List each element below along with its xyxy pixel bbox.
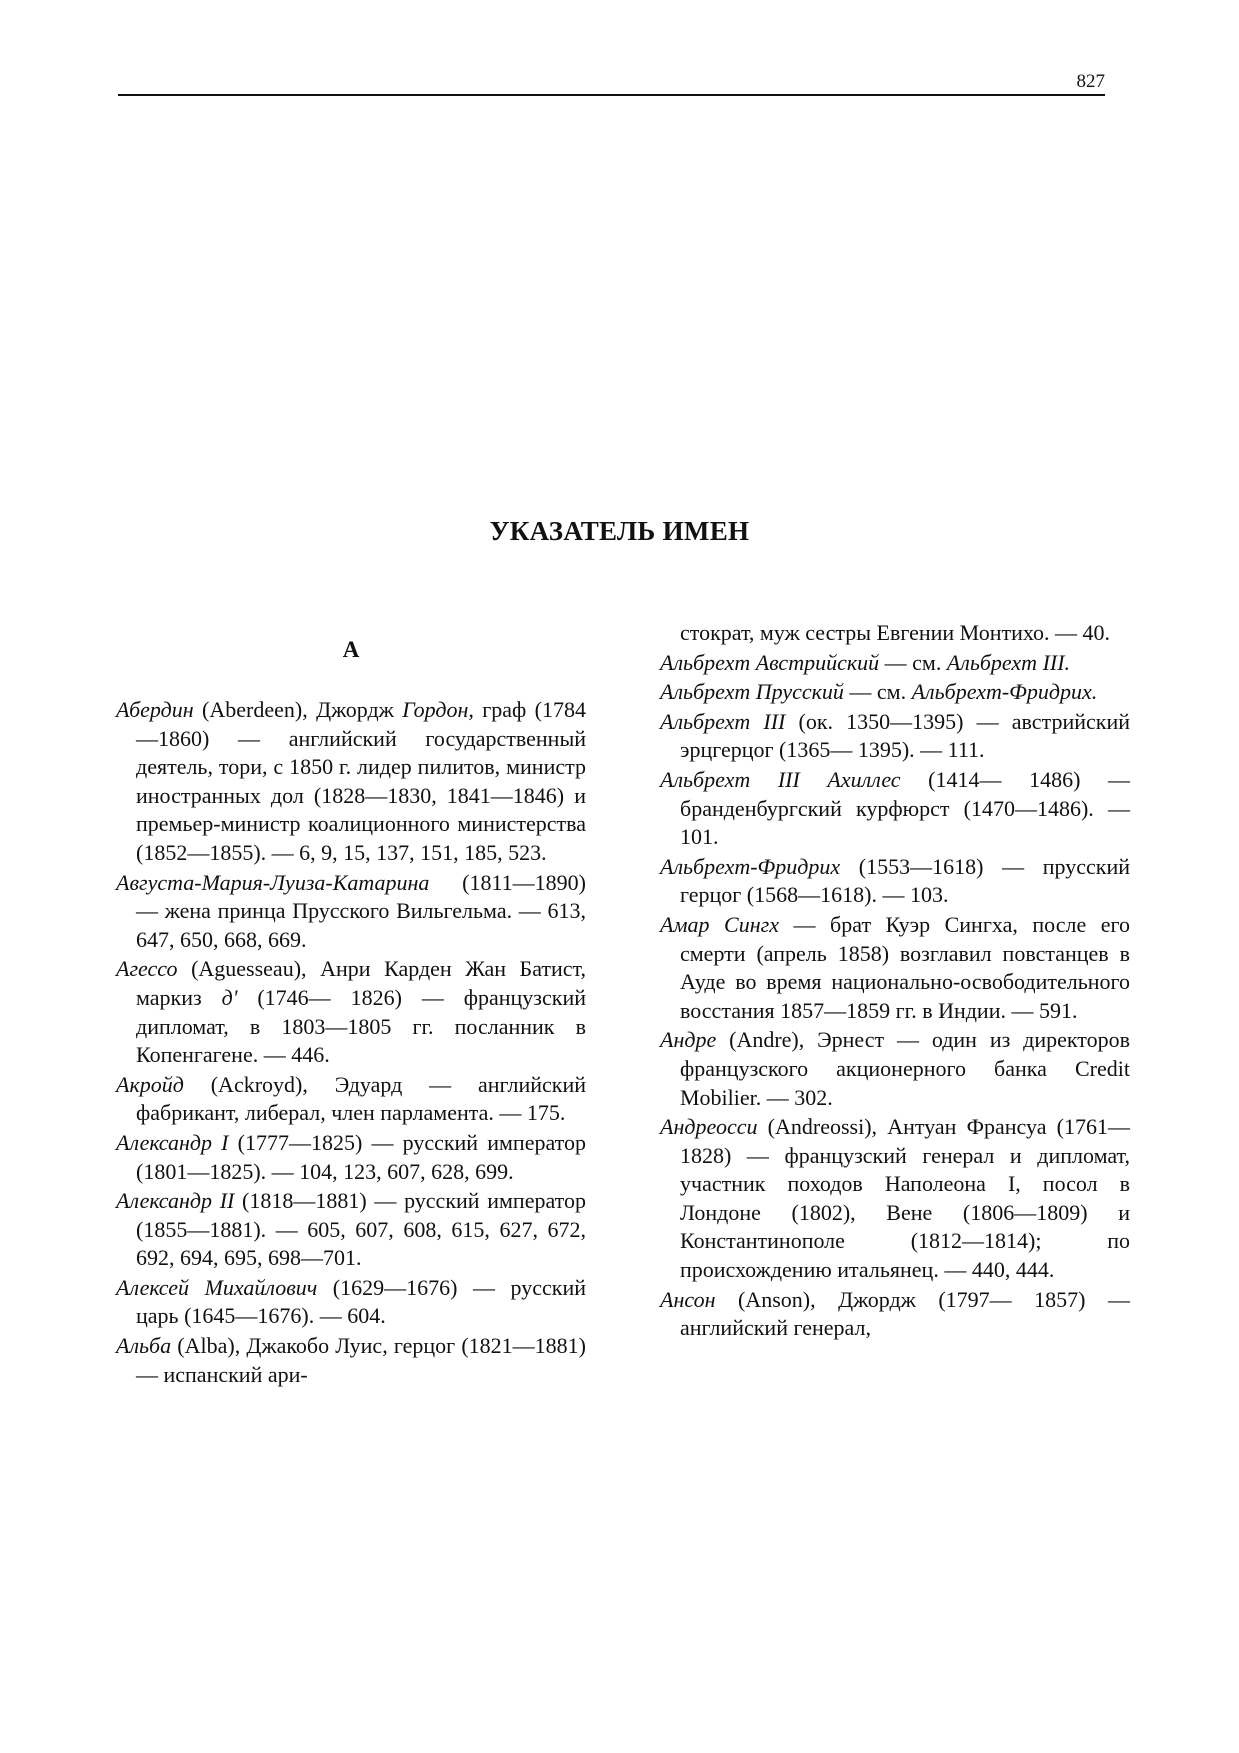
entry-text: (ок. 1350—1395) — австрийский эрцгерцог (1365— 1395). — 111. <box>680 708 1130 763</box>
entry-name: Альбрехт III <box>660 708 786 734</box>
entry-name: Андреосси <box>660 1114 758 1140</box>
entry-text: (Alba), Джакобо Луис, герцог (1821—1881) — испанский ари- <box>136 1333 586 1387</box>
entry-text: (1746— 1826) — французский дипломат, в 1803—1805 гг. посланник в Копенгагене. — 446. <box>136 984 586 1068</box>
entry-text: (1777—1825) — русский император (1801—1825). — 104, 123, 607, 628, 699. <box>136 1129 586 1184</box>
right-column <box>660 619 1130 1344</box>
index-entry-alexander-i <box>116 1129 586 1186</box>
index-title: УКАЗАТЕЛЬ ИМЕН <box>489 516 750 546</box>
entry-name: Амар Сингх <box>660 911 779 937</box>
entry-continuation: стократ, муж сестры Евгении Монтихо. — 40. <box>680 620 1111 645</box>
index-entry-albrecht-iii <box>660 708 1130 765</box>
entry-name: Андре <box>660 1027 717 1053</box>
entry-text: (Anson), Джордж (1797— 1857) — английский генерал, <box>680 1286 1130 1341</box>
entry-text: (1629—1676) — русский царь (1645—1676). — 604. <box>136 1274 586 1329</box>
letter-heading: А <box>342 637 360 662</box>
entry-text: (Andreossi), Антуан Франсуа (1761—1828) — французский генерал и дипломат, участник походов Наполеона I, посол в Лондоне (1802), Вене (1806—1809) и Константинополе (1812—1814); по происхождению итальянец. — 440, 444. <box>680 1114 1130 1283</box>
entry-name: Альбрехт Прусский <box>660 679 844 705</box>
entry-italic: д' <box>221 984 238 1010</box>
entry-text: (1414— 1486) — бранденбургский курфюрст (1470—1486). — 101. <box>680 766 1131 850</box>
index-entry-alexei <box>116 1274 586 1331</box>
entry-name: Альбрехт III Ахиллес <box>660 766 901 792</box>
entry-text: (Andre), Эрнест — один из директоров французского акционерного банка Credit Mobilier. — 302. <box>680 1027 1130 1110</box>
entry-text: (1553—1618) — прусский герцог (1568—1618). — 103. <box>680 853 1130 908</box>
entry-text: (Aguesseau), Анри Карден Жан Батист, маркиз <box>136 956 586 1010</box>
index-entry-amar-singh <box>660 911 1130 1025</box>
entry-name: Альбрехт-Фридрих <box>660 853 841 879</box>
index-entry-alexander-ii <box>116 1187 586 1273</box>
entry-text: (Aberdeen), Джордж <box>193 697 403 722</box>
left-column <box>116 636 586 1390</box>
index-entry-anson <box>660 1286 1130 1343</box>
header-rule <box>118 94 1105 96</box>
index-entry-albrecht-austrian <box>660 649 1130 678</box>
index-entry-ackroyd <box>116 1071 586 1128</box>
entry-italic: Альбрехт-Фридрих. <box>911 679 1098 705</box>
entry-italic: Альбрехт III. <box>946 649 1071 675</box>
index-entry-alba <box>116 1332 586 1389</box>
entry-text: — см. <box>879 649 947 675</box>
entry-text: — брат Куэр Сингха, после его смерти (апрель 1858) возглавил повстанцев в Ауде во время национально-освободительного восстания 1857—1859 гг. в Индии. — 591. <box>680 911 1130 1023</box>
entry-name: Альба <box>116 1333 172 1359</box>
entry-text: (1811—1890) — жена принца Прусского Вильгельма. — 613, 647, 650, 668, 669. <box>136 869 586 952</box>
entry-name: Александр II <box>116 1188 235 1214</box>
index-entry-albrecht-achilles <box>660 766 1130 852</box>
entry-name: Алексей Михайлович <box>116 1274 318 1300</box>
index-entry-albrecht-friedrich <box>660 853 1130 910</box>
entry-name: Абердин <box>116 697 194 722</box>
page-number: 827 <box>1076 71 1105 92</box>
entry-text: граф (1784—1860) — английский государственный деятель, тори, с 1850 г. лидер пилитов, министр иностранных дол (1828—1830, 1841—1846) и премьер-министр коалиционного министерства (1852—1855). — 6, 9, 15, 137, 151, 185, 523. <box>136 697 586 865</box>
entry-name: Александр I <box>116 1129 229 1155</box>
index-entry-albrecht-prussian <box>660 678 1130 707</box>
index-entry-augusta <box>116 869 586 955</box>
index-entry-aguesseau <box>116 955 586 1069</box>
entry-name: Агессо <box>116 956 178 982</box>
entry-text: (Ackroyd), Эдуард — английский фабрикант, либерал, член парламента. — 175. <box>136 1071 586 1126</box>
index-entry-andre <box>660 1026 1130 1112</box>
entry-name: Августа-Мария-Луиза-Катарина <box>116 869 430 895</box>
entry-text: — см. <box>843 679 912 705</box>
entry-text: (1818—1881) — русский император (1855—1881). — 605, 607, 608, 615, 627, 672, 692, 694, 695, 698—701. <box>136 1188 586 1271</box>
index-entry-aberdeen <box>116 696 586 868</box>
entry-name: Акройд <box>116 1071 184 1097</box>
index-entry-andreossi <box>660 1113 1130 1285</box>
entry-name: Альбрехт Австрийский <box>660 649 880 675</box>
entry-italic: Гордон, <box>402 697 474 722</box>
entry-name: Ансон <box>660 1286 716 1312</box>
